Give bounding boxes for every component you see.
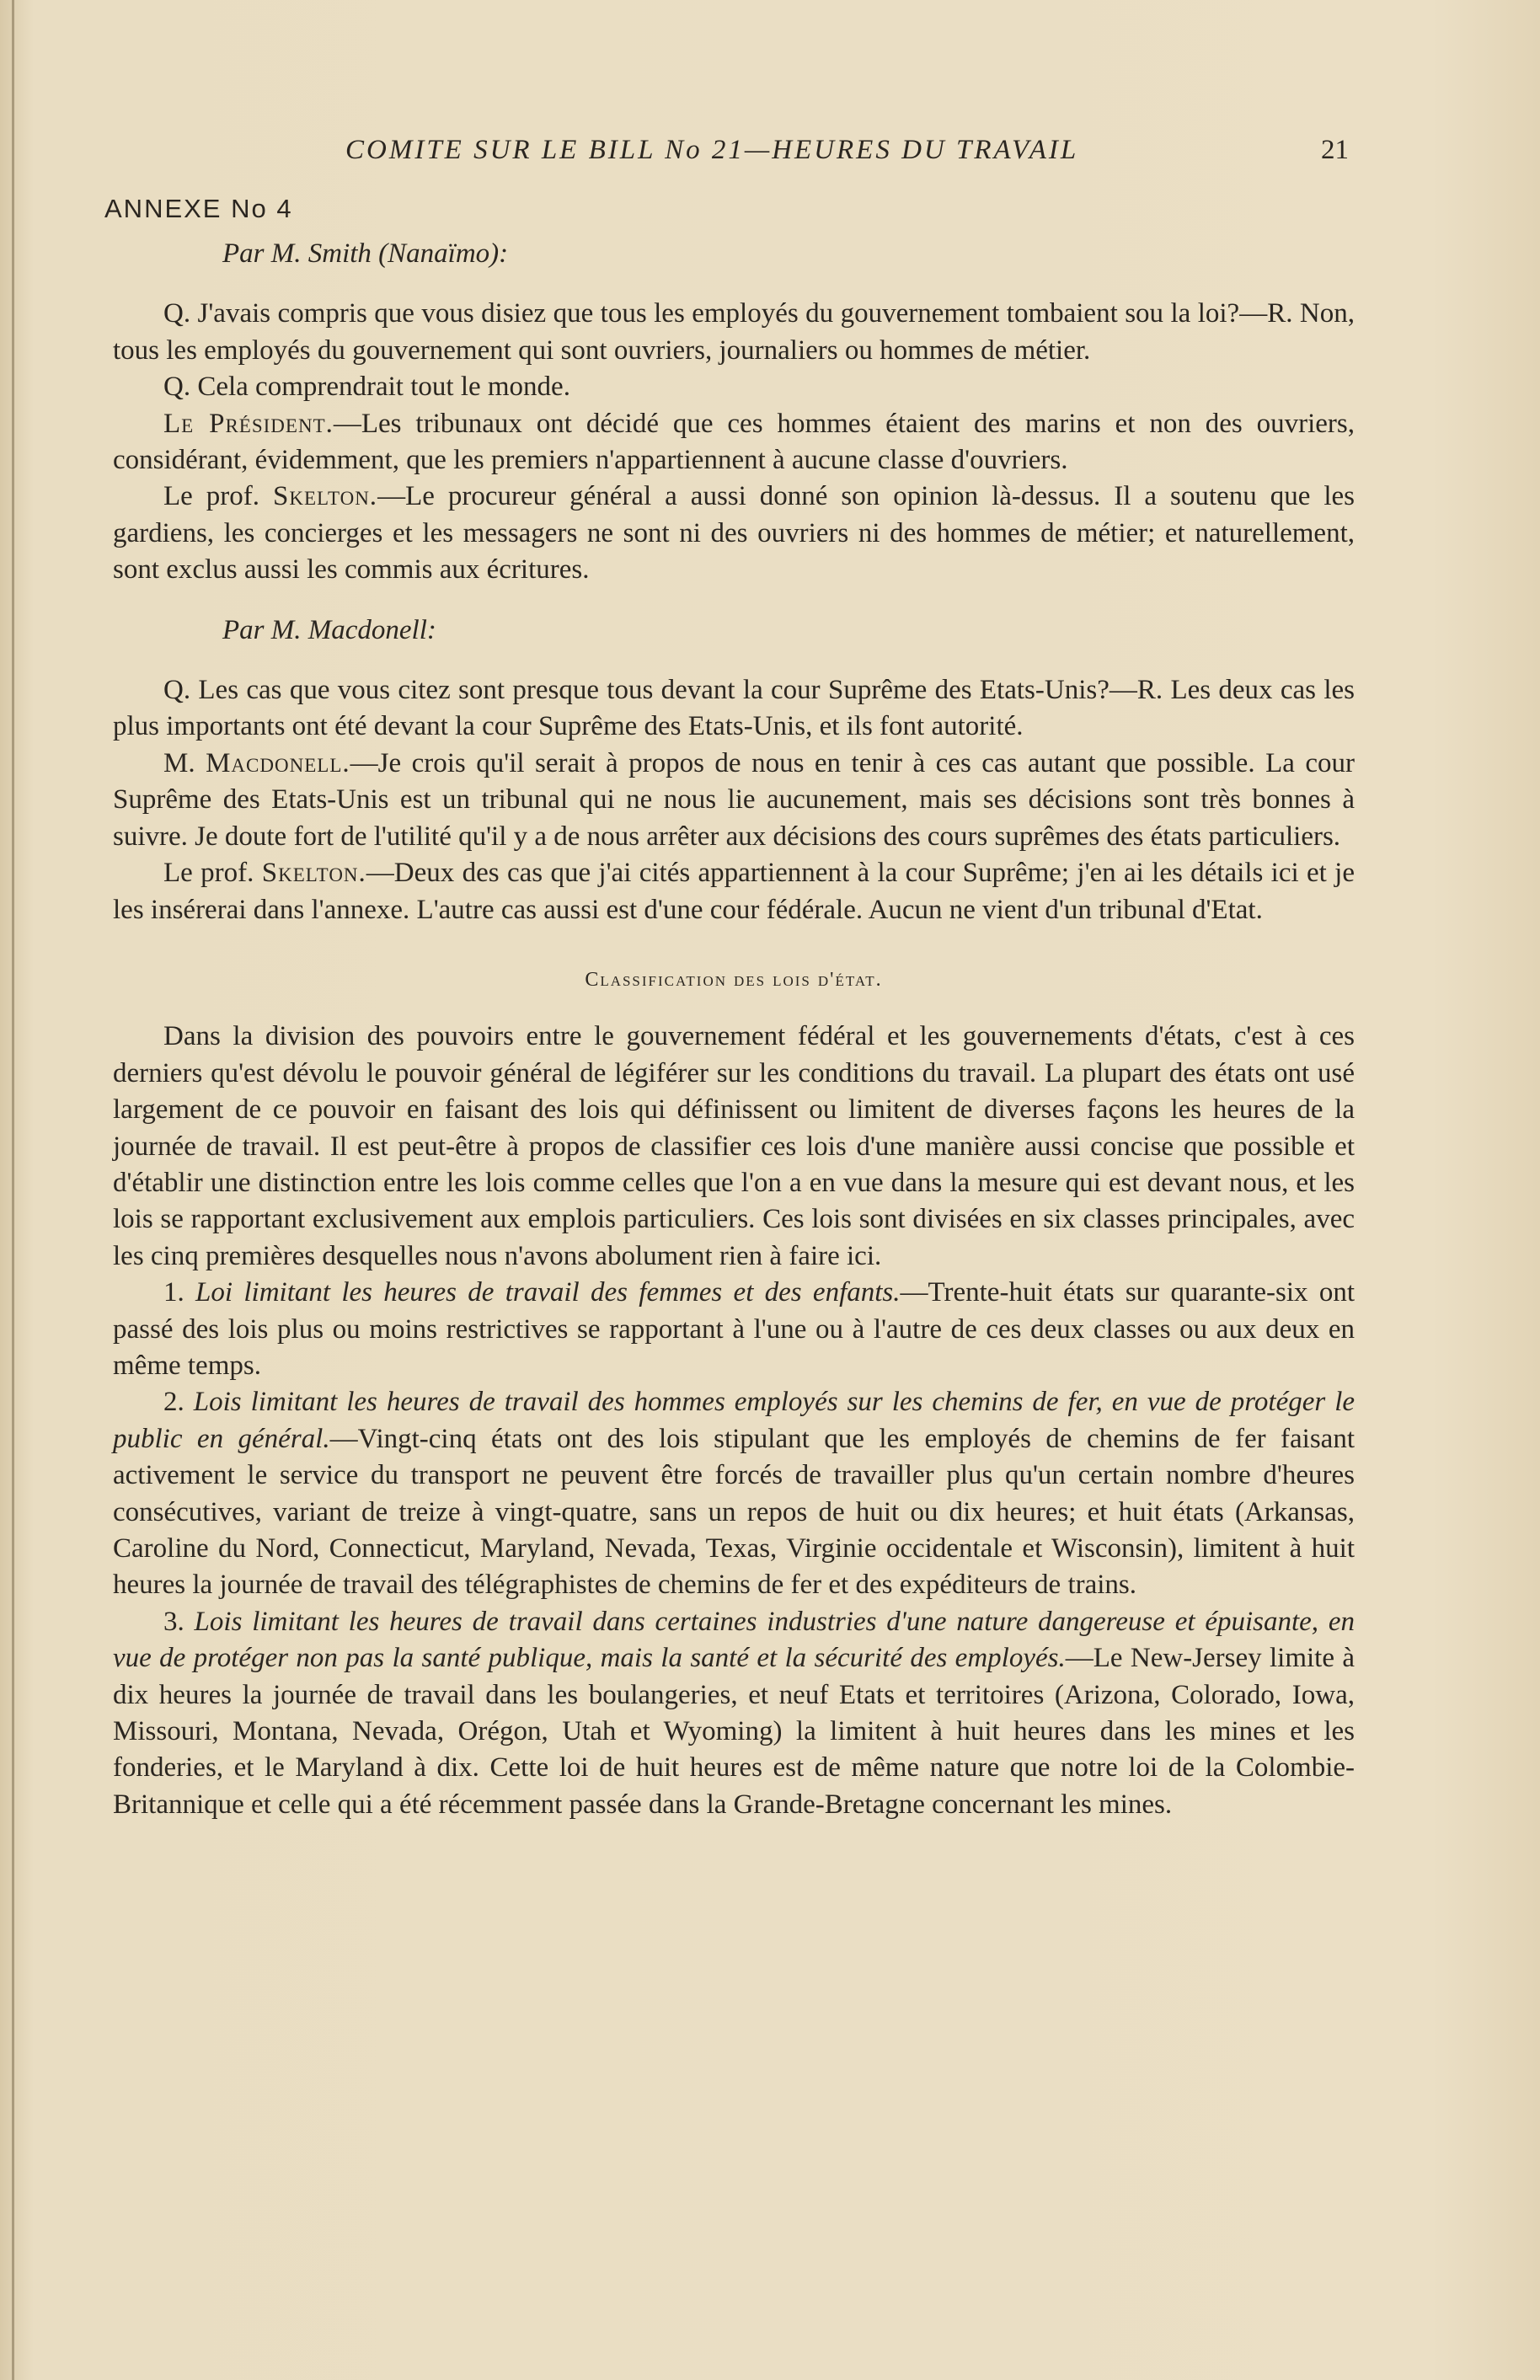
- paragraph-classification: Dans la division des pouvoirs entre le gouvernement fédéral et les gouvernements d'états, c'est à ces derniers qu'est dévolu le pouvoir général de légiférer sur les conditions du travail. La plupart des états ont usé largement de ce pouvoir en faisant des lois qui définissent ou limitent de diverses façons les heures de la journée de travail. Il est peut-être à propos de classifier ces lois d'une manière aussi concise que possible et d'établir une distinction entre les lois comme celles que l'on a en vue dans la mesure qui est devant nous, et les lois se rapportant exclusivement aux emplois particuliers. Ces lois sont divisées en six classes principales, avec les cinq premières desquelles nous n'avons abolument rien à faire ici.: [113, 1021, 1355, 1271]
- paragraph-macdonell: [113, 746, 1355, 855]
- list-item-3: [113, 1604, 1355, 1823]
- president-remark: —Les tribunaux ont décidé que ces hommes étaient des marins et non des ouvriers, considérant, évidemment, que les premiers n'appartiennent à aucune classe d'ouvriers.: [113, 408, 1355, 476]
- item-text: —Trente-huit états sur quarante-six ont passé des lois plus ou moins restrictives se rapportant à l'une ou à l'autre de ces deux classes ou aux deux en même temps.: [113, 1277, 1355, 1381]
- item-title: Loi limitant les heures de travail des femmes et des enfants.: [195, 1277, 901, 1308]
- speaker-prefix: Le prof.: [163, 481, 273, 512]
- skelton-remark: —Le procureur général a aussi donné son opinion là-dessus. Il a soutenu que les gardiens, les concierges et les messagers ne sont ni des ouvriers ni des hommes de métier; et naturellement, sont exclus aussi les commis aux écritures.: [113, 481, 1355, 586]
- speaker-heading-macdonell: Par M. Macdonell:: [222, 614, 436, 645]
- speaker-skelton: Skelton.: [273, 481, 378, 512]
- macdonell-remark: —Je crois qu'il serait à propos de nous en tenir à ces cas autant que possible. La cour Suprême des Etats-Unis est un tribunal qui ne nous lie aucunement, mais ses décisions sont très bonnes à suivre. Je doute fort de l'utilité qu'il y a de nous arrêter aux décisions des cours suprêmes des états particuliers.: [113, 747, 1356, 852]
- speaker-macdonell: Macdonell.: [206, 747, 350, 778]
- section-title: Classification des lois d'état.: [585, 968, 883, 991]
- list-item-1: [113, 1275, 1355, 1384]
- item-text: —Le New-Jersey limite à dix heures la journée de travail dans les boulangeries, et neuf Etats et territoires (Arizona, Colorado, Iowa, Missouri, Montana, Nevada, Orégon, Utah et Wyoming) la limitent à huit heures dans les mines et les fonderies, et le Maryland à dix. Cette loi de huit heures est de même nature que notre loi de la Colombie-Britannique et celle qui a été récemment passée dans la Grande-Bretagne concernant les mines.: [113, 1643, 1355, 1820]
- speaker-prefix: M.: [163, 747, 206, 778]
- speaker-president: Le Président.: [163, 408, 334, 439]
- paragraph-question-1: Q. J'avais compris que vous disiez que tous les employés du gouvernement tombaient sou la loi?—R. Non, tous les employés du gouvernement qui sont ouvriers, journaliers ou hommes de métier.: [113, 298, 1355, 366]
- running-title: COMITE SUR LE BILL No 21—HEURES DU TRAVAIL: [345, 135, 1079, 165]
- paragraph-question-3: Q. Les cas que vous citez sont presque tous devant la cour Suprême des Etats-Unis?—R. Les deux cas les plus importants ont été devant la cour Suprême des Etats-Unis, et ils font autorité.: [113, 675, 1355, 742]
- skelton-remark: —Deux des cas que j'ai cités appartiennent à la cour Suprême; j'en ai les détails ici et je les insérerai dans l'annexe. L'autre cas aussi est d'une cour fédérale. Aucun ne vient d'un tribunal d'Etat.: [113, 858, 1355, 925]
- list-item-2: [113, 1384, 1355, 1603]
- page-number: 21: [1321, 135, 1349, 165]
- speaker-heading-smith: Par M. Smith (Nanaïmo):: [222, 238, 509, 269]
- item-number: 2.: [163, 1387, 194, 1418]
- item-text: —Vingt-cinq états ont des lois stipulant que les employés de chemins de fer faisant activement le service du transport ne peuvent être forcés de travailler plus qu'un certain nombre d'heures consécutives, variant de treize à vingt-quatre, sans un repos de huit ou dix heures; et huit états (Arkansas, Caroline du Nord, Connecticut, Maryland, Nevada, Texas, Virginie occidentale et Wisconsin), limitent à huit heures la journée de travail des télégraphistes de chemins de fer et des expéditeurs de trains.: [113, 1423, 1356, 1601]
- speaker-skelton: Skelton.: [261, 858, 366, 889]
- paragraph-president: [113, 406, 1355, 479]
- page-body: [113, 236, 1355, 1823]
- item-title: Lois limitant les heures de travail des hommes employés sur les chemins de fer, en vue de protéger le public en général.: [113, 1387, 1356, 1454]
- paragraph-skelton-1: [113, 479, 1355, 588]
- item-number: 1.: [163, 1277, 196, 1308]
- annex-stamp: ANNEXE No 4: [104, 194, 293, 223]
- paragraph-question-2: Q. Cela comprendrait tout le monde.: [163, 372, 570, 403]
- item-number: 3.: [163, 1606, 195, 1637]
- binding-edge: [12, 0, 14, 2380]
- item-title: Lois limitant les heures de travail dans certaines industries d'une nature dangereuse et épuisante, en vue de protéger non pas la santé publique, mais la santé et la sécurité des employés.: [113, 1606, 1355, 1674]
- paragraph-skelton-2: [113, 855, 1355, 928]
- speaker-prefix: Le prof.: [163, 858, 262, 889]
